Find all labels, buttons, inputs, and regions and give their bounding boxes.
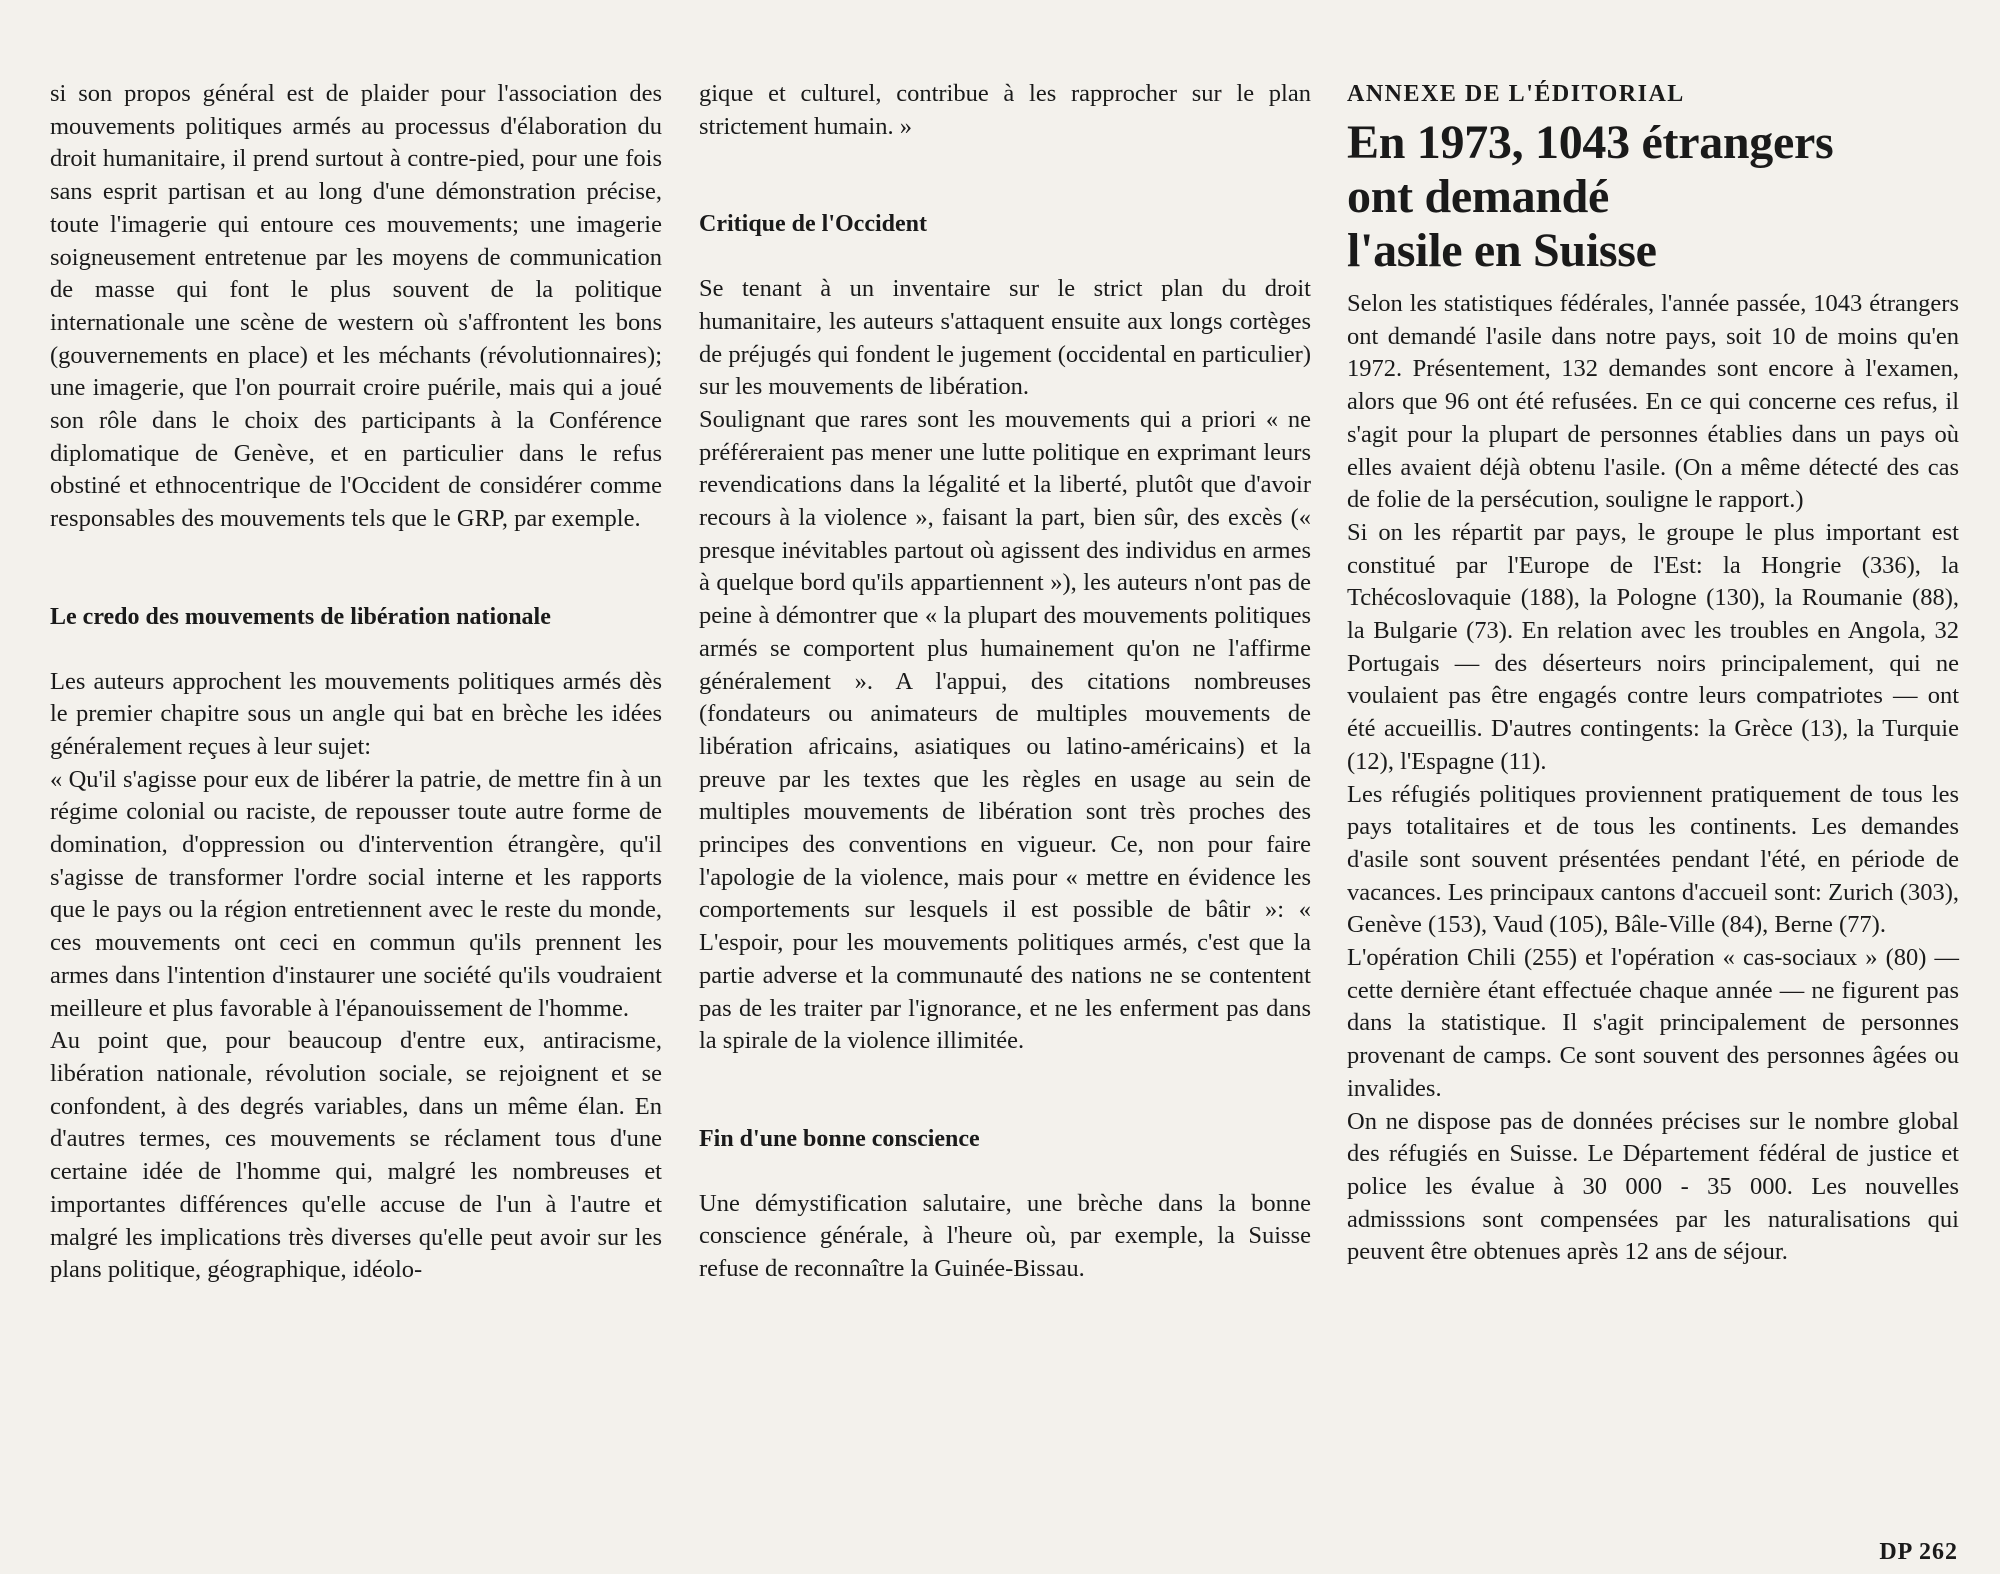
section-heading: Critique de l'Occident (699, 211, 927, 238)
headline-line: En 1973, 1043 étrangers (1347, 116, 1834, 169)
paragraph: Une démystification salutaire, une brèche dans la bonne conscience générale, à l'heure où, par exemple, la Suisse refuse de reconnaître la Guinée-Bissau. (699, 1189, 1311, 1283)
headline (1347, 116, 1959, 278)
headline-line: ont demandé (1347, 170, 1610, 223)
section-heading: Le credo des mouvements de libération nationale (50, 603, 551, 630)
paragraph: Les auteurs approchent les mouvements politiques armés dès le premier chapitre sous un angle qui bat en brèche les idées généralement reçues à leur sujet: (50, 667, 662, 760)
column-right (1347, 78, 1959, 1269)
paragraph: si son propos général est de plaider pour l'association des mouvements politiques armés au processus d'élaboration du droit humanitaire, il prend surtout à contre-pied, pour une fois sans esprit partisan et au long d'une démonstration précise, toute l'imagerie qui entoure ces mouvements; une imagerie soigneusement entretenue par les moyens de communication de masse qui font le plus souvent de la politique internationale une scène de western où s'affrontent les bons (gouvernements en place) et les méchants (révolutionnaires); une imagerie, que l'on pourrait croire puérile, mais qui a joué son rôle dans le choix des participants à la Conférence diplomatique de Genève, et en particulier dans le refus obstiné et ethnocentrique de l'Occident de considérer comme responsables des mouvements tels que le GRP, par exemple. (50, 80, 662, 533)
page-folio: DP 262 (1879, 1539, 1958, 1565)
column-left (50, 78, 662, 1287)
paragraph: Les réfugiés politiques proviennent pratiquement de tous les pays totalitaires et de tous les continents. Les demandes d'asile sont souvent présentées pendant l'été, en période de vacances. Les principaux cantons d'accueil sont: Zurich (303), Genève (153), Vaud (105), Bâle-Ville (84), Berne (77). (1347, 780, 1959, 939)
headline-line: l'asile en Suisse (1347, 224, 1657, 277)
paragraph: Si on les répartit par pays, le groupe le plus important est constitué par l'Europe de l'Est: la Hongrie (336), la Tchécoslovaquie (188), la Pologne (130), la Roumanie (88), la Bulgarie (73). En relation avec les troubles en Angola, 32 Portugais — des déserteurs noirs principalement, qui ne voulaient pas être engagés contre leurs compatriotes — ont été accueillis. D'autres contingents: la Grèce (13), la Turquie (12), l'Espagne (11). (1347, 518, 1959, 775)
paragraph: Se tenant à un inventaire sur le strict plan du droit humanitaire, les auteurs s'attaquent ensuite aux longs cortèges de préjugés qui fondent le jugement (occidental en particulier) sur les mouvements de libération. (699, 275, 1311, 401)
kicker: ANNEXE DE L'ÉDITORIAL (1347, 81, 1685, 107)
paragraph: « Qu'il s'agisse pour eux de libérer la patrie, de mettre fin à un régime colonial ou raciste, de repousser toute autre forme de domination, d'oppression ou d'intervention étrangère, qu'il s'agisse de transformer l'ordre social interne et les rapports que le pays ou la région entretiennent avec le reste du monde, ces mouvements ont ceci en commun qu'ils prennent les armes dans l'intention d'instaurer une société qu'ils voudraient meilleure et plus favorable à l'épanouissement de l'homme. (50, 765, 662, 1022)
section-heading: Fin d'une bonne conscience (699, 1125, 980, 1152)
paragraph: Au point que, pour beaucoup d'entre eux, antiracisme, libération nationale, révolution sociale, se rejoignent et se confondent, à des degrés variables, dans un même élan. En d'autres termes, ces mouvements se réclament tous d'une certaine idée de l'homme qui, malgré les nombreuses et importantes différences qu'elle accuse de l'un à l'autre et malgré les implications très diverses qu'elle peut avoir sur les plans politique, géographique, idéolo- (50, 1027, 662, 1284)
paragraph: L'opération Chili (255) et l'opération « cas-sociaux » (80) — cette dernière étant effectuée chaque année — ne figurent pas dans la statistique. Il s'agit principalement de personnes provenant de camps. Ce sont souvent des personnes âgées ou invalides. (1347, 944, 1959, 1102)
paragraph: Soulignant que rares sont les mouvements qui a priori « ne préféreraient pas mener une lutte politique en exprimant leurs revendications dans la légalité et la liberté, plutôt que d'avoir recours à la violence », faisant la part, bien sûr, des excès (« presque inévitables partout où agissent des individus en armes à quelque bord qu'ils appartiennent »), les auteurs n'ont pas de peine à démontrer que « la plupart des mouvements politiques armés se comportent plus humainement qu'on ne l'affirme généralement ». A l'appui, des citations nombreuses (fondateurs ou animateurs de multiples mouvements de libération africains, asiatiques ou latino-américains) et la preuve par les textes que les règles en usage au sein de multiples mouvements de libération sont très proches des principes des conventions en vigueur. Ce, non pour faire l'apologie de la violence, mais pour « mettre en évidence les comportements sur lesquels il est possible de bâtir »: « L'espoir, pour les mouvements politiques armés, c'est que la partie adverse et la communauté des nations ne se contentent pas de les traiter par l'ignorance, et ne les enferment pas dans la spirale de la violence illimitée. (699, 405, 1311, 1055)
paragraph: Selon les statistiques fédérales, l'année passée, 1043 étrangers ont demandé l'asile dans notre pays, soit 10 de moins qu'en 1972. Présentement, 132 demandes sont encore à l'examen, alors que 96 ont été refusées. En ce qui concerne ces refus, il s'agit pour la plupart de personnes établies dans un pays où elles avaient déjà obtenu l'asile. (On a même détecté des cas de folie de la persécution, souligne le rapport.) (1347, 290, 1959, 514)
paragraph: On ne dispose pas de données précises sur le nombre global des réfugiés en Suisse. Le Département fédéral de justice et police les évalue à 30 000 - 35 000. Les nouvelles admisssions sont compensées par les naturalisations qui peuvent être obtenues après 12 ans de séjour. (1347, 1107, 1959, 1266)
column-middle (699, 78, 1311, 1286)
paragraph: gique et culturel, contribue à les rapprocher sur le plan strictement humain. » (699, 80, 1311, 140)
